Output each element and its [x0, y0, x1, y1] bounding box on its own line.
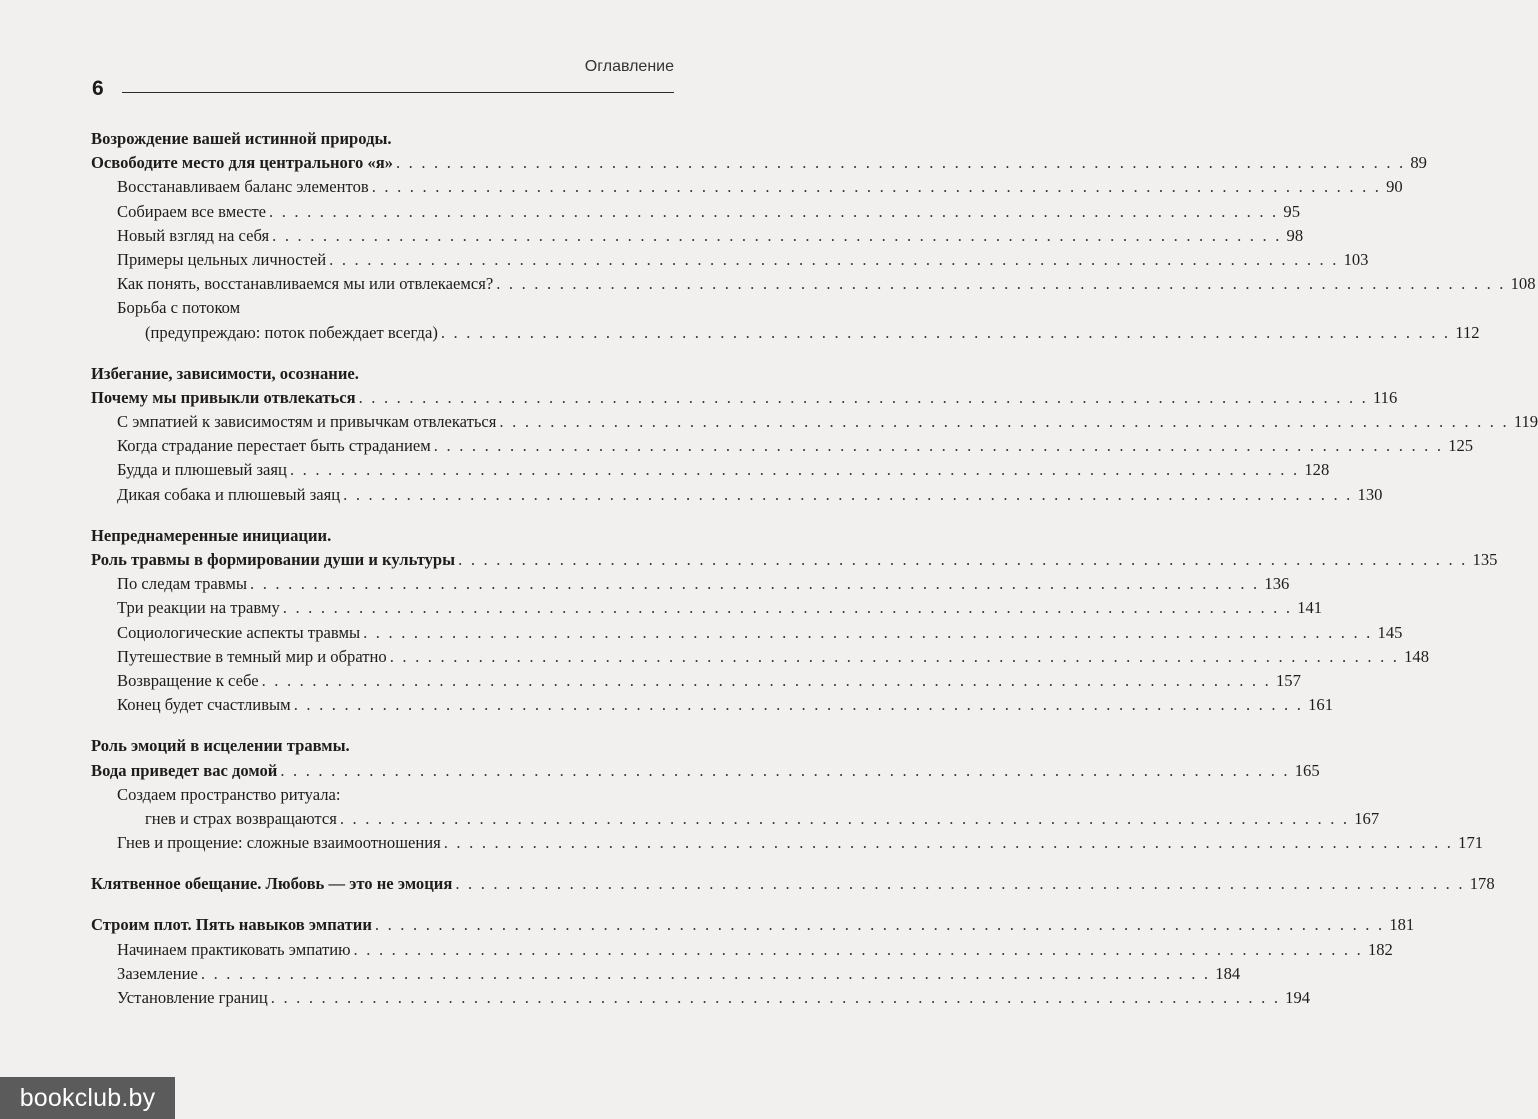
toc-leader-dots: . . . . . . . . . . . . . . . . . . . . . . . . . . . . . . . . . . . . . . . . . . . . . . . . . . . . . . . . . . . . . . . . . . . . . . . . . . . . . . . . — [293, 695, 1304, 715]
toc-leader-dots: . . . . . . . . . . . . . . . . . . . . . . . . . . . . . . . . . . . . . . . . . . . . . . . . . . . . . . . . . . . . . . . . . . . . . . . . . . . . . . . . — [282, 598, 1293, 618]
toc-entry-title: Будда и плюшевый заяц — [117, 460, 287, 480]
toc-page-number: 171 — [1458, 833, 1484, 853]
toc-heading — [91, 386, 1398, 410]
toc-entry-title: Собираем все вместе — [117, 201, 266, 221]
toc-page-number: 90 — [1386, 177, 1403, 197]
toc-heading — [91, 734, 670, 758]
toc-entry-title: Избегание, зависимости, осознание. — [91, 363, 359, 383]
toc-page-number: 141 — [1297, 598, 1323, 618]
toc-heading — [91, 872, 1495, 896]
toc-leader-dots: . . . . . . . . . . . . . . . . . . . . . . . . . . . . . . . . . . . . . . . . . . . . . . . . . . . . . . . . . . . . . . . . . . . . . . . . . . . . . . . . — [353, 939, 1363, 959]
toc-entry-title: Создаем пространство ритуала: — [117, 784, 341, 804]
toc-entry — [91, 248, 1369, 272]
toc-entry-title: (предупреждаю: поток побеждает всегда) — [145, 322, 438, 342]
toc-entry-title: Путешествие в темный мир и обратно — [117, 646, 387, 666]
toc-page-number: 148 — [1404, 646, 1430, 666]
toc-entry-title: Восстанавливаем баланс элементов — [117, 177, 369, 197]
toc-page-number: 116 — [1373, 387, 1398, 407]
toc-entry-title: Роль эмоций в исцелении травмы. — [91, 736, 350, 756]
toc-leader-dots: . . . . . . . . . . . . . . . . . . . . . . . . . . . . . . . . . . . . . . . . . . . . . . . . . . . . . . . . . . . . . . . . . . . . . . . . . . . . . . . . — [289, 460, 1300, 480]
toc-entry — [91, 693, 1333, 717]
toc-page-number: 130 — [1357, 484, 1383, 504]
toc-entry-title: гнев и страх возвращаются — [145, 808, 337, 828]
toc-leader-dots: . . . . . . . . . . . . . . . . . . . . . . . . . . . . . . . . . . . . . . . . . . . . . . . . . . . . . . . . . . . . . . . . . . . . . . . . . . . . . . . . — [455, 874, 1465, 894]
toc-page-number: 167 — [1354, 808, 1380, 828]
toc-leader-dots: . . . . . . . . . . . . . . . . . . . . . . . . . . . . . . . . . . . . . . . . . . . . . . . . . . . . . . . . . . . . . . . . . . . . . . . . . . . . . . . . — [280, 760, 1290, 780]
toc-leader-dots: . . . . . . . . . . . . . . . . . . . . . . . . . . . . . . . . . . . . . . . . . . . . . . . . . . . . . . . . . . . . . . . . . . . . . . . . . . . . . . . . — [200, 963, 1211, 983]
toc-entry — [91, 296, 670, 320]
toc-entry-title: Конец будет счастливым — [117, 695, 291, 715]
toc-section-gap — [91, 855, 670, 872]
toc-entry — [91, 645, 1430, 669]
toc-entry — [91, 596, 1323, 620]
toc-page-number: 95 — [1283, 201, 1300, 221]
toc-entry-title: Освободите место для центрального «я» — [91, 153, 393, 173]
toc-entry — [91, 938, 1393, 962]
toc-entry — [91, 321, 1480, 345]
toc-heading — [91, 127, 670, 151]
toc-leader-dots: . . . . . . . . . . . . . . . . . . . . . . . . . . . . . . . . . . . . . . . . . . . . . . . . . . . . . . . . . . . . . . . . . . . . . . . . . . . . . . . . — [458, 550, 1468, 569]
toc-heading — [91, 548, 1498, 572]
toc-entry — [91, 962, 1241, 986]
toc-section-gap — [91, 507, 670, 524]
toc-entry — [91, 483, 1383, 507]
toc-page-number: 182 — [1367, 939, 1393, 959]
toc-page-number: 108 — [1510, 274, 1536, 294]
toc-page-number: 112 — [1455, 322, 1480, 342]
toc-leader-dots: . . . . . . . . . . . . . . . . . . . . . . . . . . . . . . . . . . . . . . . . . . . . . . . . . . . . . . . . . . . . . . . . . . . . . . . . . . . . . . . . — [499, 412, 1509, 432]
toc-entry-title: Как понять, восстанавливаемся мы или отвлекаемся? — [117, 274, 494, 294]
toc-leader-dots: . . . . . . . . . . . . . . . . . . . . . . . . . . . . . . . . . . . . . . . . . . . . . . . . . . . . . . . . . . . . . . . . . . . . . . . . . . . . . . . . — [343, 484, 1353, 504]
toc-entry-title: Установление границ — [117, 988, 268, 1007]
toc-leader-dots: . . . . . . . . . . . . . . . . . . . . . . . . . . . . . . . . . . . . . . . . . . . . . . . . . . . . . . . . . . . . . . . . . . . . . . . . . . . . . . . . — [270, 988, 1281, 1007]
toc-heading — [91, 524, 670, 548]
toc-entry-title: Начинаем практиковать эмпатию — [117, 939, 351, 959]
toc-entry-title: Непреднамеренные инициации. — [91, 525, 332, 545]
toc-entry-title: С эмпатией к зависимостям и привычкам отвлекаться — [117, 412, 497, 432]
toc-leader-dots: . . . . . . . . . . . . . . . . . . . . . . . . . . . . . . . . . . . . . . . . . . . . . . . . . . . . . . . . . . . . . . . . . . . . . . . . . . . . . . . . — [443, 833, 1454, 853]
toc-heading — [91, 759, 1320, 783]
site-watermark: bookclub.by — [0, 1077, 175, 1119]
table-of-contents — [91, 127, 1538, 1010]
toc-page-number: 161 — [1308, 695, 1333, 715]
toc-entry — [91, 831, 1484, 855]
toc-page-number: 89 — [1410, 153, 1427, 173]
toc-entry — [91, 272, 1536, 296]
toc-leader-dots: . . . . . . . . . . . . . . . . . . . . . . . . . . . . . . . . . . . . . . . . . . . . . . . . . . . . . . . . . . . . . . . . . . . . . . . . . . . . . . . . — [440, 322, 1451, 342]
toc-entry-title: Когда страдание перестает быть страданием — [117, 436, 431, 456]
running-head: Оглавление — [584, 58, 674, 75]
toc-page-number: 178 — [1469, 874, 1495, 894]
toc-leader-dots: . . . . . . . . . . . . . . . . . . . . . . . . . . . . . . . . . . . . . . . . . . . . . . . . . . . . . . . . . . . . . . . . . . . . . . . . . . . . . . . . — [363, 622, 1373, 642]
toc-entry — [91, 224, 1304, 248]
toc-section-gap — [91, 345, 670, 362]
toc-heading — [91, 913, 1415, 937]
toc-entry — [91, 458, 1330, 482]
toc-page-number: 103 — [1343, 249, 1369, 269]
toc-entry — [91, 669, 1301, 693]
toc-leader-dots: . . . . . . . . . . . . . . . . . . . . . . . . . . . . . . . . . . . . . . . . . . . . . . . . . . . . . . . . . . . . . . . . . . . . . . . . . . . . . . . . — [395, 153, 1406, 173]
toc-entry-title: Заземление — [117, 963, 198, 983]
toc-leader-dots: . . . . . . . . . . . . . . . . . . . . . . . . . . . . . . . . . . . . . . . . . . . . . . . . . . . . . . . . . . . . . . . . . . . . . . . . . . . . . . . . — [389, 646, 1400, 666]
toc-page-number: 145 — [1377, 622, 1403, 642]
toc-entry-title: Вода приведет вас домой — [91, 760, 278, 780]
toc-entry — [91, 572, 1290, 596]
toc-entry-title: Борьба с потоком — [117, 298, 241, 318]
toc-entry — [91, 175, 1403, 199]
toc-leader-dots: . . . . . . . . . . . . . . . . . . . . . . . . . . . . . . . . . . . . . . . . . . . . . . . . . . . . . . . . . . . . . . . . . . . . . . . . . . . . . . . . — [329, 249, 1339, 269]
toc-entry — [91, 783, 670, 807]
toc-heading — [91, 151, 1427, 175]
toc-entry — [91, 621, 1403, 645]
toc-entry-title: Дикая собака и плюшевый заяц — [117, 484, 341, 504]
toc-page-number: 184 — [1215, 963, 1241, 983]
toc-page-number: 128 — [1304, 460, 1330, 480]
toc-entry — [91, 200, 1300, 224]
toc-page-number: 135 — [1472, 550, 1498, 569]
toc-leader-dots: . . . . . . . . . . . . . . . . . . . . . . . . . . . . . . . . . . . . . . . . . . . . . . . . . . . . . . . . . . . . . . . . . . . . . . . . . . . . . . . . — [272, 225, 1282, 245]
toc-page-number: 194 — [1285, 988, 1311, 1007]
toc-leader-dots: . . . . . . . . . . . . . . . . . . . . . . . . . . . . . . . . . . . . . . . . . . . . . . . . . . . . . . . . . . . . . . . . . . . . . . . . . . . . . . . . — [496, 274, 1506, 294]
toc-entry-title: Гнев и прощение: сложные взаимоотношения — [117, 833, 441, 853]
toc-page-number: 119 — [1513, 412, 1538, 432]
toc-entry-title: Возвращение к себе — [117, 670, 259, 690]
toc-leader-dots: . . . . . . . . . . . . . . . . . . . . . . . . . . . . . . . . . . . . . . . . . . . . . . . . . . . . . . . . . . . . . . . . . . . . . . . . . . . . . . . . — [250, 574, 1260, 594]
toc-leader-dots: . . . . . . . . . . . . . . . . . . . . . . . . . . . . . . . . . . . . . . . . . . . . . . . . . . . . . . . . . . . . . . . . . . . . . . . . . . . . . . . . — [358, 387, 1368, 407]
toc-entry-title: Три реакции на травму — [117, 598, 280, 618]
toc-heading — [91, 362, 670, 386]
toc-entry-title: Примеры цельных личностей — [117, 249, 327, 269]
toc-entry — [91, 807, 1380, 831]
toc-page-number: 181 — [1389, 915, 1415, 935]
toc-entry — [91, 410, 1538, 434]
toc-page-number: 157 — [1275, 670, 1301, 690]
toc-entry-title: Возрождение вашей истинной природы. — [91, 129, 392, 148]
toc-page-number: 165 — [1294, 760, 1320, 780]
toc-entry-title: Новый взгляд на себя — [117, 225, 270, 245]
toc-entry-title: Почему мы привыкли отвлекаться — [91, 387, 356, 407]
toc-page-number: 136 — [1264, 574, 1290, 594]
toc-leader-dots: . . . . . . . . . . . . . . . . . . . . . . . . . . . . . . . . . . . . . . . . . . . . . . . . . . . . . . . . . . . . . . . . . . . . . . . . . . . . . . . . — [433, 436, 1444, 456]
toc-leader-dots: . . . . . . . . . . . . . . . . . . . . . . . . . . . . . . . . . . . . . . . . . . . . . . . . . . . . . . . . . . . . . . . . . . . . . . . . . . . . . . . . — [261, 670, 1271, 690]
header-rule — [122, 92, 674, 93]
toc-leader-dots: . . . . . . . . . . . . . . . . . . . . . . . . . . . . . . . . . . . . . . . . . . . . . . . . . . . . . . . . . . . . . . . . . . . . . . . . . . . . . . . . — [339, 808, 1350, 828]
toc-entry — [91, 434, 1474, 458]
toc-page-number: 98 — [1286, 225, 1304, 245]
toc-section-gap — [91, 717, 670, 734]
toc-entry-title: Социологические аспекты травмы — [117, 622, 361, 642]
toc-page-number: 125 — [1448, 436, 1474, 456]
toc-entry-title: По следам травмы — [117, 574, 247, 594]
toc-section-gap — [91, 896, 670, 913]
toc-leader-dots: . . . . . . . . . . . . . . . . . . . . . . . . . . . . . . . . . . . . . . . . . . . . . . . . . . . . . . . . . . . . . . . . . . . . . . . . . . . . . . . . — [269, 201, 1279, 221]
page-number: 6 — [92, 77, 104, 100]
toc-entry-title: Роль травмы в формировании души и культуры — [91, 550, 456, 569]
toc-leader-dots: . . . . . . . . . . . . . . . . . . . . . . . . . . . . . . . . . . . . . . . . . . . . . . . . . . . . . . . . . . . . . . . . . . . . . . . . . . . . . . . . — [371, 177, 1382, 197]
toc-entry-title: Строим плот. Пять навыков эмпатии — [91, 915, 372, 935]
toc-entry — [91, 986, 1311, 1010]
toc-leader-dots: . . . . . . . . . . . . . . . . . . . . . . . . . . . . . . . . . . . . . . . . . . . . . . . . . . . . . . . . . . . . . . . . . . . . . . . . . . . . . . . . — [374, 915, 1385, 935]
toc-entry-title: Клятвенное обещание. Любовь — это не эмоция — [91, 874, 453, 894]
